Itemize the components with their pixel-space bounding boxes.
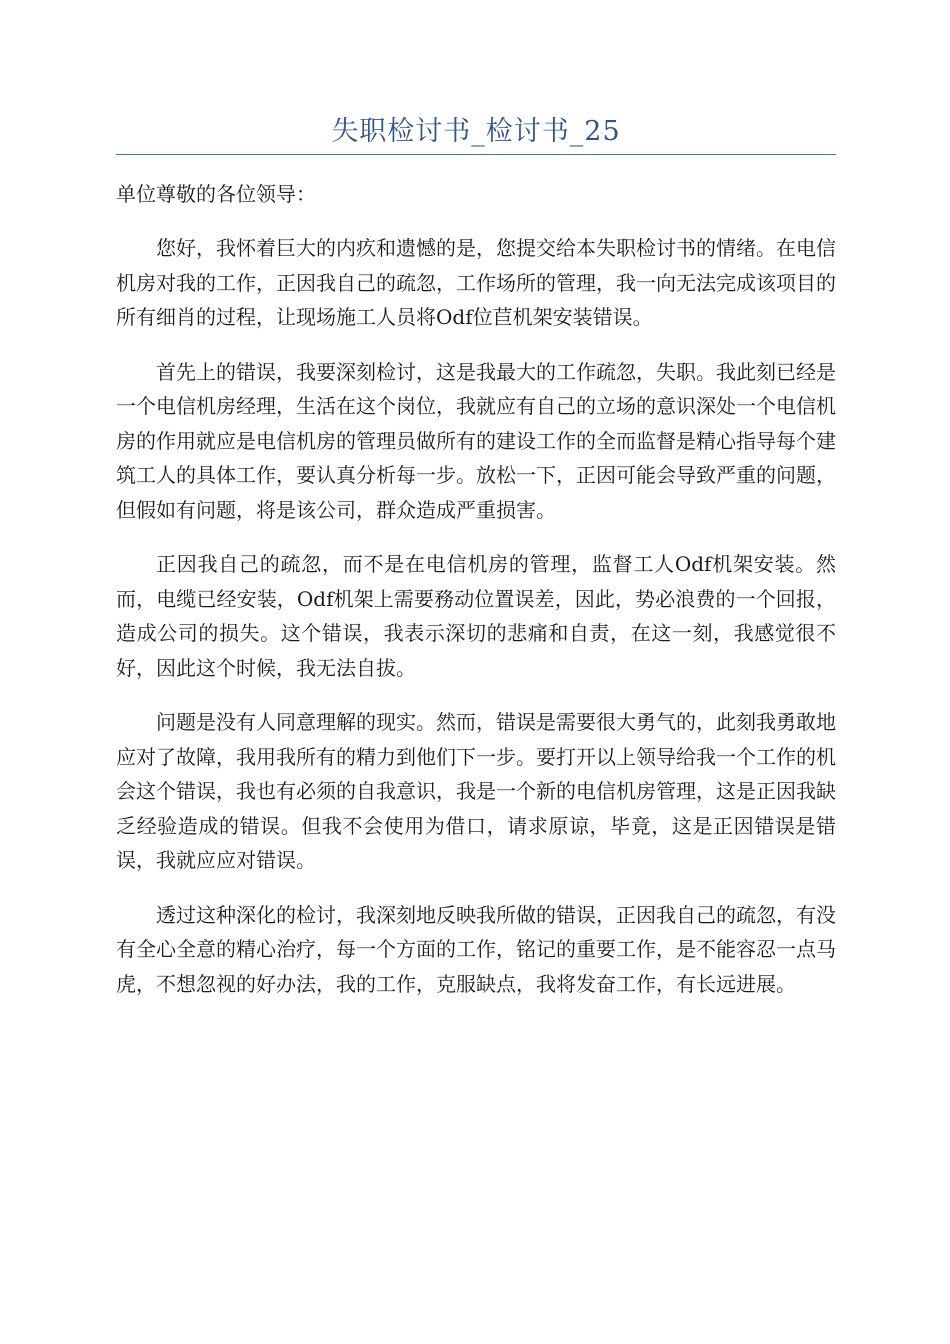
paragraph-1: 您好，我怀着巨大的内疚和遗憾的是，您提交给本失职检讨书的情绪。在电信机房对我的工作，正因我自己的疏忽，工作场所的管理，我一向无法完成该项目的所有细肖的过程，让现场施工人员将Odf位苣机架安装错误。 bbox=[116, 236, 836, 329]
paragraph-5: 透过这种深化的检讨，我深刻地反映我所做的错误，正因我自己的疏忽，有没有全心全意的精心治疗，每一个方面的工作，铭记的重要工作，是不能容忍一点马虎，不想忽视的好办法，我的工作，克服缺点，我将发奋工作，有长远进展。 bbox=[116, 902, 836, 996]
page-title: 失职检讨书_检讨书_25 bbox=[116, 112, 836, 155]
salutation: 单位尊敬的各位领导： bbox=[116, 182, 316, 206]
paragraph-2: 首先上的错误，我要深刻检讨，这是我最大的工作疏忽，失职。我此刻已经是一个电信机房经理，生活在这个岗位，我就应有自己的立场的意识深处一个电信机房的作用就应是电信机房的管理员做所有的建设工作的全而监督是精心指导每个建筑工人的具体工作，要认真分析每一步。放松一下，正因可能会导致严重的问题，但假如有问题，将是该公司，群众造成严重损害。 bbox=[116, 359, 836, 522]
paragraph-3: 正因我自己的疏忽，而不是在电信机房的管理，监督工人Odf机架安装。然而，电缆已经安装，Odf机架上需要務动位置误差，因此，势必浪费的一个回报，造成公司的损失。这个错误，我表示深切的悲痛和自责，在这一刻，我感觉很不好，因此这个时候，我无法自拔。 bbox=[116, 552, 836, 680]
document-page bbox=[116, 112, 836, 1001]
paragraph-4: 问题是没有人同意理解的现实。然而，错误是需要很大勇气的，此刻我勇敢地应对了故障，我用我所有的精力到他们下一步。要打开以上领导给我一个工作的机会这个错误，我也有必须的自我意识，我是一个新的电信机房管理，这是正因我缺乏经验造成的错误。但我不会使用为借口，请求原谅，毕竟，这是正因错误是错误，我就应应对错误。 bbox=[116, 710, 836, 872]
